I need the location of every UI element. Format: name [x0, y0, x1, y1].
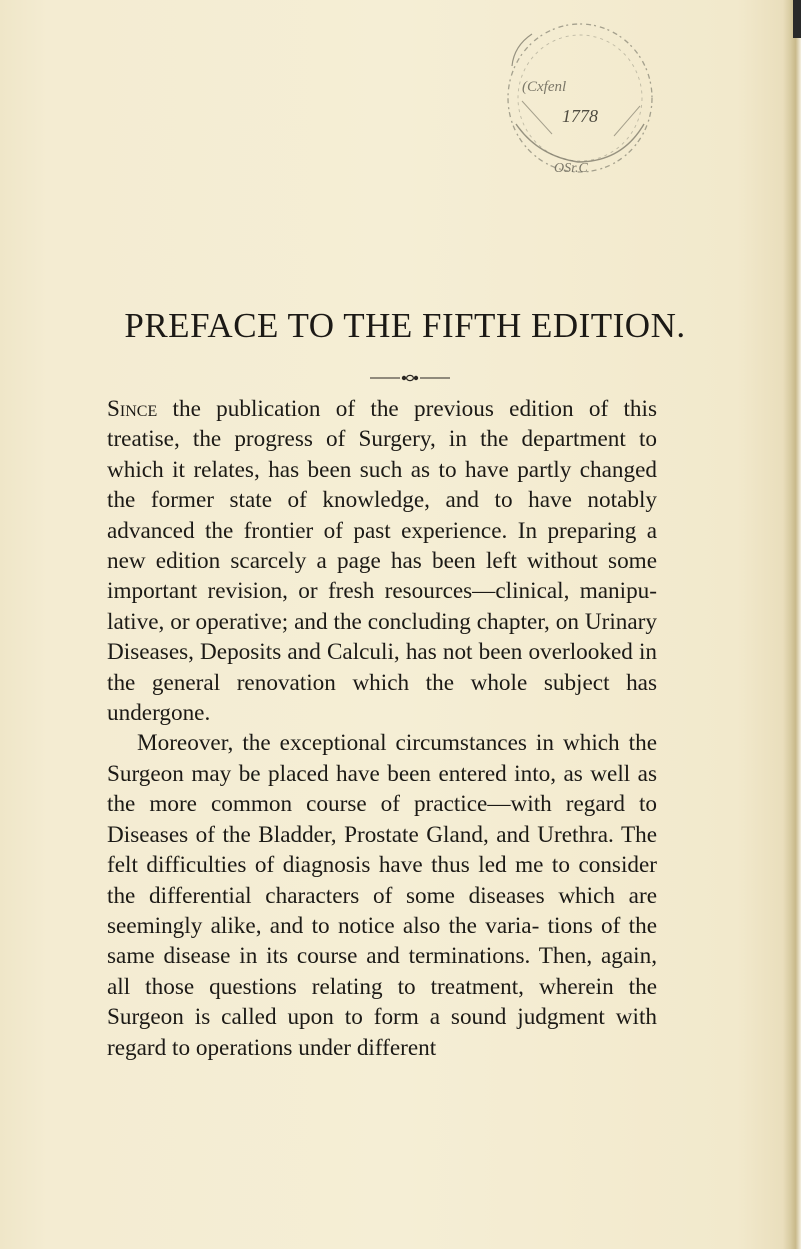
title-ornament: [368, 372, 452, 384]
library-stamp: [492, 6, 662, 181]
stamp-text-top: (Cxfenl: [522, 79, 567, 95]
stamp-number: 1778: [562, 106, 598, 126]
lead-word: Since: [107, 396, 158, 422]
paragraph-2: Moreover, the exceptional circumstances in which the Surgeon may be placed have been entered into, as well as the more common course of practice—with regard to Diseases of the Bladder, Prostate Gland, and Urethra. The felt difficulties of diagnosis have thus led me to consider the differential characters of some diseases which are seemingly alike, and to notice also the varia- tions of the same disease in its course and terminations. Then, again, all those questions relating to treatment, wherein the Surgeon is called upon to form a sound judgment with regard to operations under different: [107, 730, 657, 1061]
page-title: PREFACE TO THE FIFTH EDITION.: [124, 306, 686, 345]
paragraph-1-text: the publication of the previous edition of this treatise, the progress of Surgery, in the department to which it relates, has been such as to have partly changed the former state of knowledge, and to have notably advanced the frontier of past experience. In preparing a new edition scarcely a page has been left without some important revision, or fresh resources—clinical, manipu- lative, or operative; and the concluding chapter, on Urinary Diseases, Deposits and Calculi, has not been overlooked in the general renovation which the whole subject has undergone.: [107, 396, 657, 727]
preface-body: [107, 394, 657, 1063]
stamp-text-bottom: OSr.C: [554, 161, 588, 176]
corner-mark: [793, 0, 801, 38]
page-edge-shadow: [783, 0, 801, 1249]
paragraph-1: [107, 394, 657, 728]
